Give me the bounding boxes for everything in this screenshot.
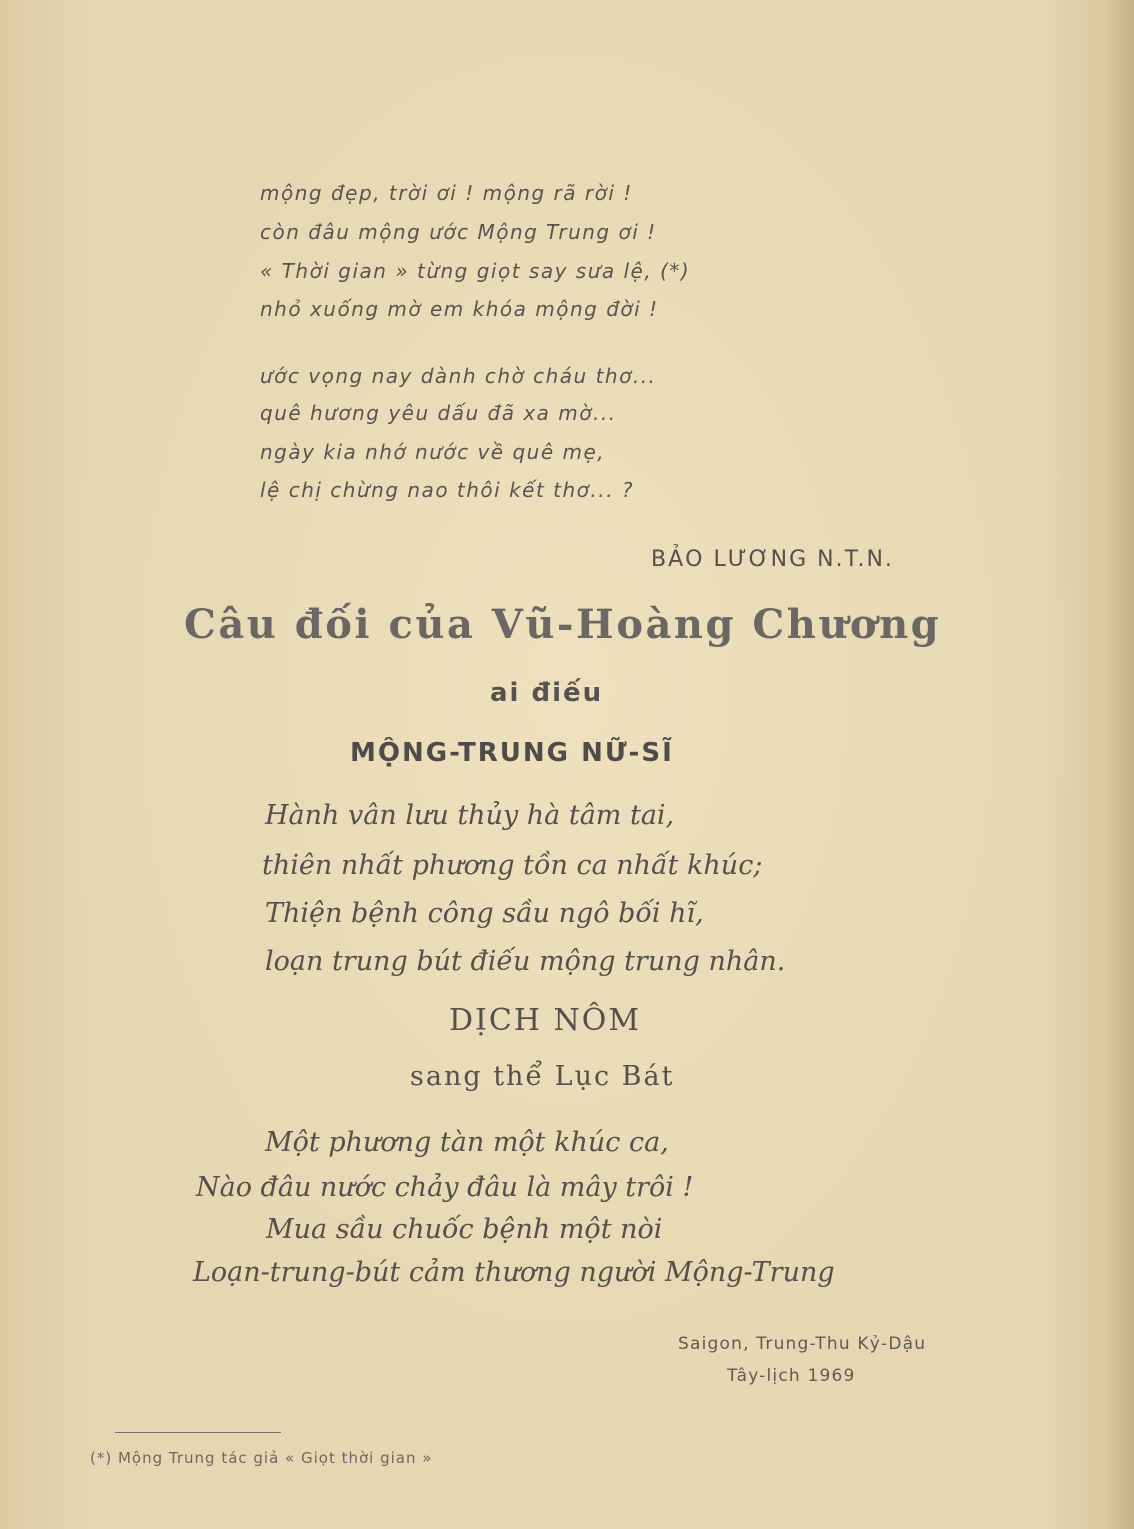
translation-title: DỊCH NÔM [449, 1003, 642, 1038]
title-subline: ai điếu [490, 678, 604, 708]
title-dedication: MỘNG-TRUNG NỮ-SĨ [350, 738, 674, 768]
dateline-place: Saigon, Trung-Thu Kỷ-Dậu [678, 1334, 927, 1354]
page-edge-shadow [1104, 0, 1134, 1529]
translation-line: Loạn-trung-bút cảm thương người Mộng-Trung [193, 1257, 835, 1288]
footnote: (*) Mộng Trung tác giả « Giọt thời gian » [90, 1449, 433, 1467]
page-title: Câu đối của Vũ-Hoàng Chương [184, 601, 942, 648]
couplet-line: Thiện bệnh công sầu ngô bối hĩ, [265, 898, 704, 929]
poem-line: « Thời gian » từng giọt say sưa lệ, (*) [260, 259, 691, 283]
couplet-line: thiên nhất phương tồn ca nhất khúc; [262, 850, 763, 881]
translation-line: Nào đâu nước chảy đâu là mây trôi ! [196, 1172, 694, 1203]
translation-line: Mua sầu chuốc bệnh một nòi [266, 1214, 663, 1245]
footnote-divider [115, 1432, 281, 1433]
poem-line: lệ chị chừng nao thôi kết thơ... ? [260, 478, 634, 502]
poem-line: ngày kia nhớ nước về quê mẹ, [260, 440, 606, 464]
couplet-line: Hành vân lưu thủy hà tâm tai, [265, 800, 675, 831]
poem-line: ước vọng nay dành chờ cháu thơ... [260, 364, 657, 388]
poem-line: còn đâu mộng ước Mộng Trung ơi ! [260, 220, 657, 244]
couplet-line: loạn trung bút điếu mộng trung nhân. [265, 946, 786, 977]
poem-line: quê hương yêu dấu đã xa mờ... [260, 401, 617, 425]
poem-signature: BẢO LƯƠNG N.T.N. [651, 547, 894, 572]
poem-line: mộng đẹp, trời ơi ! mộng rã rời ! [260, 181, 633, 205]
poem-line: nhỏ xuống mờ em khóa mộng đời ! [260, 297, 659, 321]
dateline-year: Tây-lịch 1969 [727, 1366, 856, 1386]
translation-subtitle: sang thể Lục Bát [410, 1061, 675, 1092]
translation-line: Một phương tàn một khúc ca, [265, 1127, 669, 1158]
